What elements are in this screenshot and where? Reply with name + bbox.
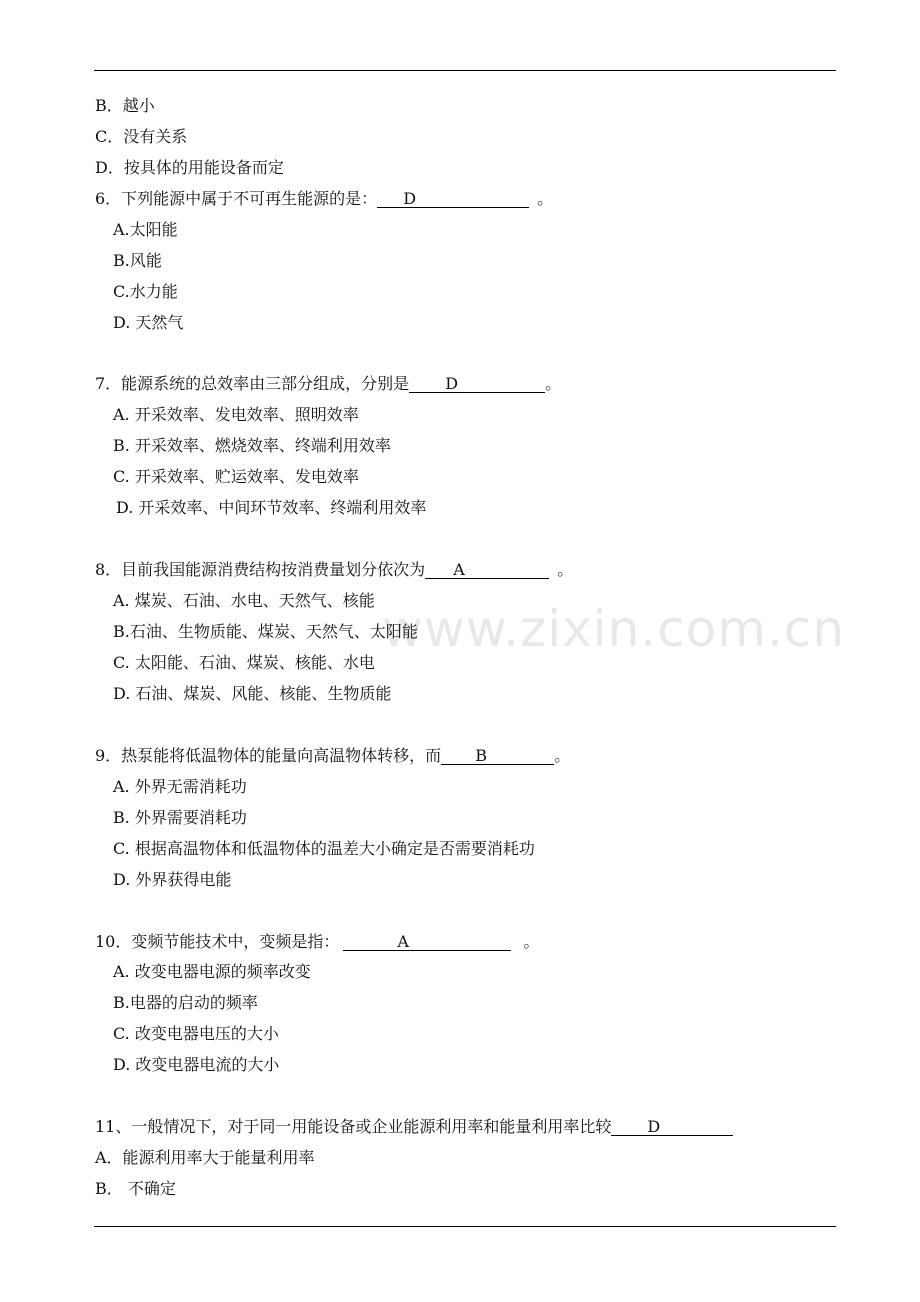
q7-option-c: C. 开采效率、贮运效率、发电效率 (113, 467, 359, 486)
q11-option-b: B． 不确定 (95, 1179, 176, 1198)
q10-option-c: C. 改变电器电压的大小 (113, 1024, 279, 1043)
q9-option-b: B. 外界需要消耗功 (113, 808, 247, 827)
q9-answer: B (475, 746, 487, 765)
q6-option-c: C.水力能 (113, 282, 178, 301)
q10-stem: 10．变频节能技术中，变频是指： (95, 932, 340, 951)
header-rule (94, 70, 836, 71)
q7-option-d: D. 开采效率、中间环节效率、终端利用效率 (116, 498, 427, 517)
q10-option-d: D. 改变电器电流的大小 (113, 1055, 280, 1074)
q6-answer-blank (377, 191, 529, 208)
q8-option-b: B.石油、生物质能、煤炭、天然气、太阳能 (113, 622, 418, 641)
footer-rule (94, 1226, 836, 1227)
q6-answer: D (403, 189, 417, 208)
q5-option-c: C．没有关系 (95, 127, 188, 146)
watermark: www.zixin.com.cn (382, 600, 846, 658)
q10-option-a: A. 改变电器电源的频率改变 (113, 962, 311, 981)
q10-answer-blank (343, 934, 511, 951)
q6-stem-line (95, 189, 553, 209)
q7-answer-blank (409, 376, 545, 393)
q9-end: 。 (554, 746, 571, 765)
q9-stem-line (95, 746, 570, 766)
q10-end: 。 (523, 932, 540, 951)
q9-option-c: C. 根据高温物体和低温物体的温差大小确定是否需要消耗功 (113, 839, 535, 858)
q10-answer: A (397, 932, 409, 951)
q8-answer-blank (425, 562, 549, 579)
q6-option-b: B.风能 (113, 251, 162, 270)
q10-option-b: B.电器的启动的频率 (113, 993, 258, 1012)
q8-stem-line (95, 560, 573, 580)
q7-stem-line (95, 374, 561, 394)
q7-option-a: A. 开采效率、发电效率、照明效率 (113, 405, 359, 424)
q8-end: 。 (557, 560, 574, 579)
q8-option-a: A. 煤炭、石油、水电、天然气、核能 (113, 591, 375, 610)
q9-option-a: A. 外界无需消耗功 (113, 777, 247, 796)
q8-answer: A (453, 560, 465, 579)
q8-option-c: C. 太阳能、石油、煤炭、核能、水电 (113, 653, 375, 672)
q5-option-b: B．越小 (95, 96, 155, 115)
q6-option-d: D. 天然气 (113, 313, 184, 332)
q8-option-d: D. 石油、煤炭、风能、核能、生物质能 (113, 684, 392, 703)
q11-stem: 11、一般情况下，对于同一用能设备或企业能源利用率和能量利用率比较 (95, 1117, 612, 1136)
q8-stem: 8．目前我国能源消费结构按消费量划分依次为 (95, 560, 426, 579)
q10-stem-line (95, 932, 539, 952)
q9-stem: 9．热泵能将低温物体的能量向高温物体转移，而 (95, 746, 442, 765)
q7-end: 。 (545, 374, 562, 393)
q11-answer: D (647, 1117, 661, 1136)
q7-option-b: B. 开采效率、燃烧效率、终端利用效率 (113, 436, 391, 455)
q11-stem-line (95, 1117, 733, 1137)
q11-answer-blank (611, 1119, 733, 1136)
q6-stem: 6．下列能源中属于不可再生能源的是： (95, 189, 378, 208)
q11-option-a: A．能源利用率大于能量利用率 (95, 1148, 315, 1167)
q9-option-d: D. 外界获得电能 (113, 870, 232, 889)
q5-option-d: D．按具体的用能设备而定 (95, 158, 284, 177)
q7-stem: 7．能源系统的总效率由三部分组成，分别是 (95, 374, 410, 393)
q6-option-a: A.太阳能 (113, 220, 178, 239)
q6-end: 。 (537, 189, 554, 208)
q9-answer-blank (441, 748, 554, 765)
q7-answer: D (445, 374, 459, 393)
